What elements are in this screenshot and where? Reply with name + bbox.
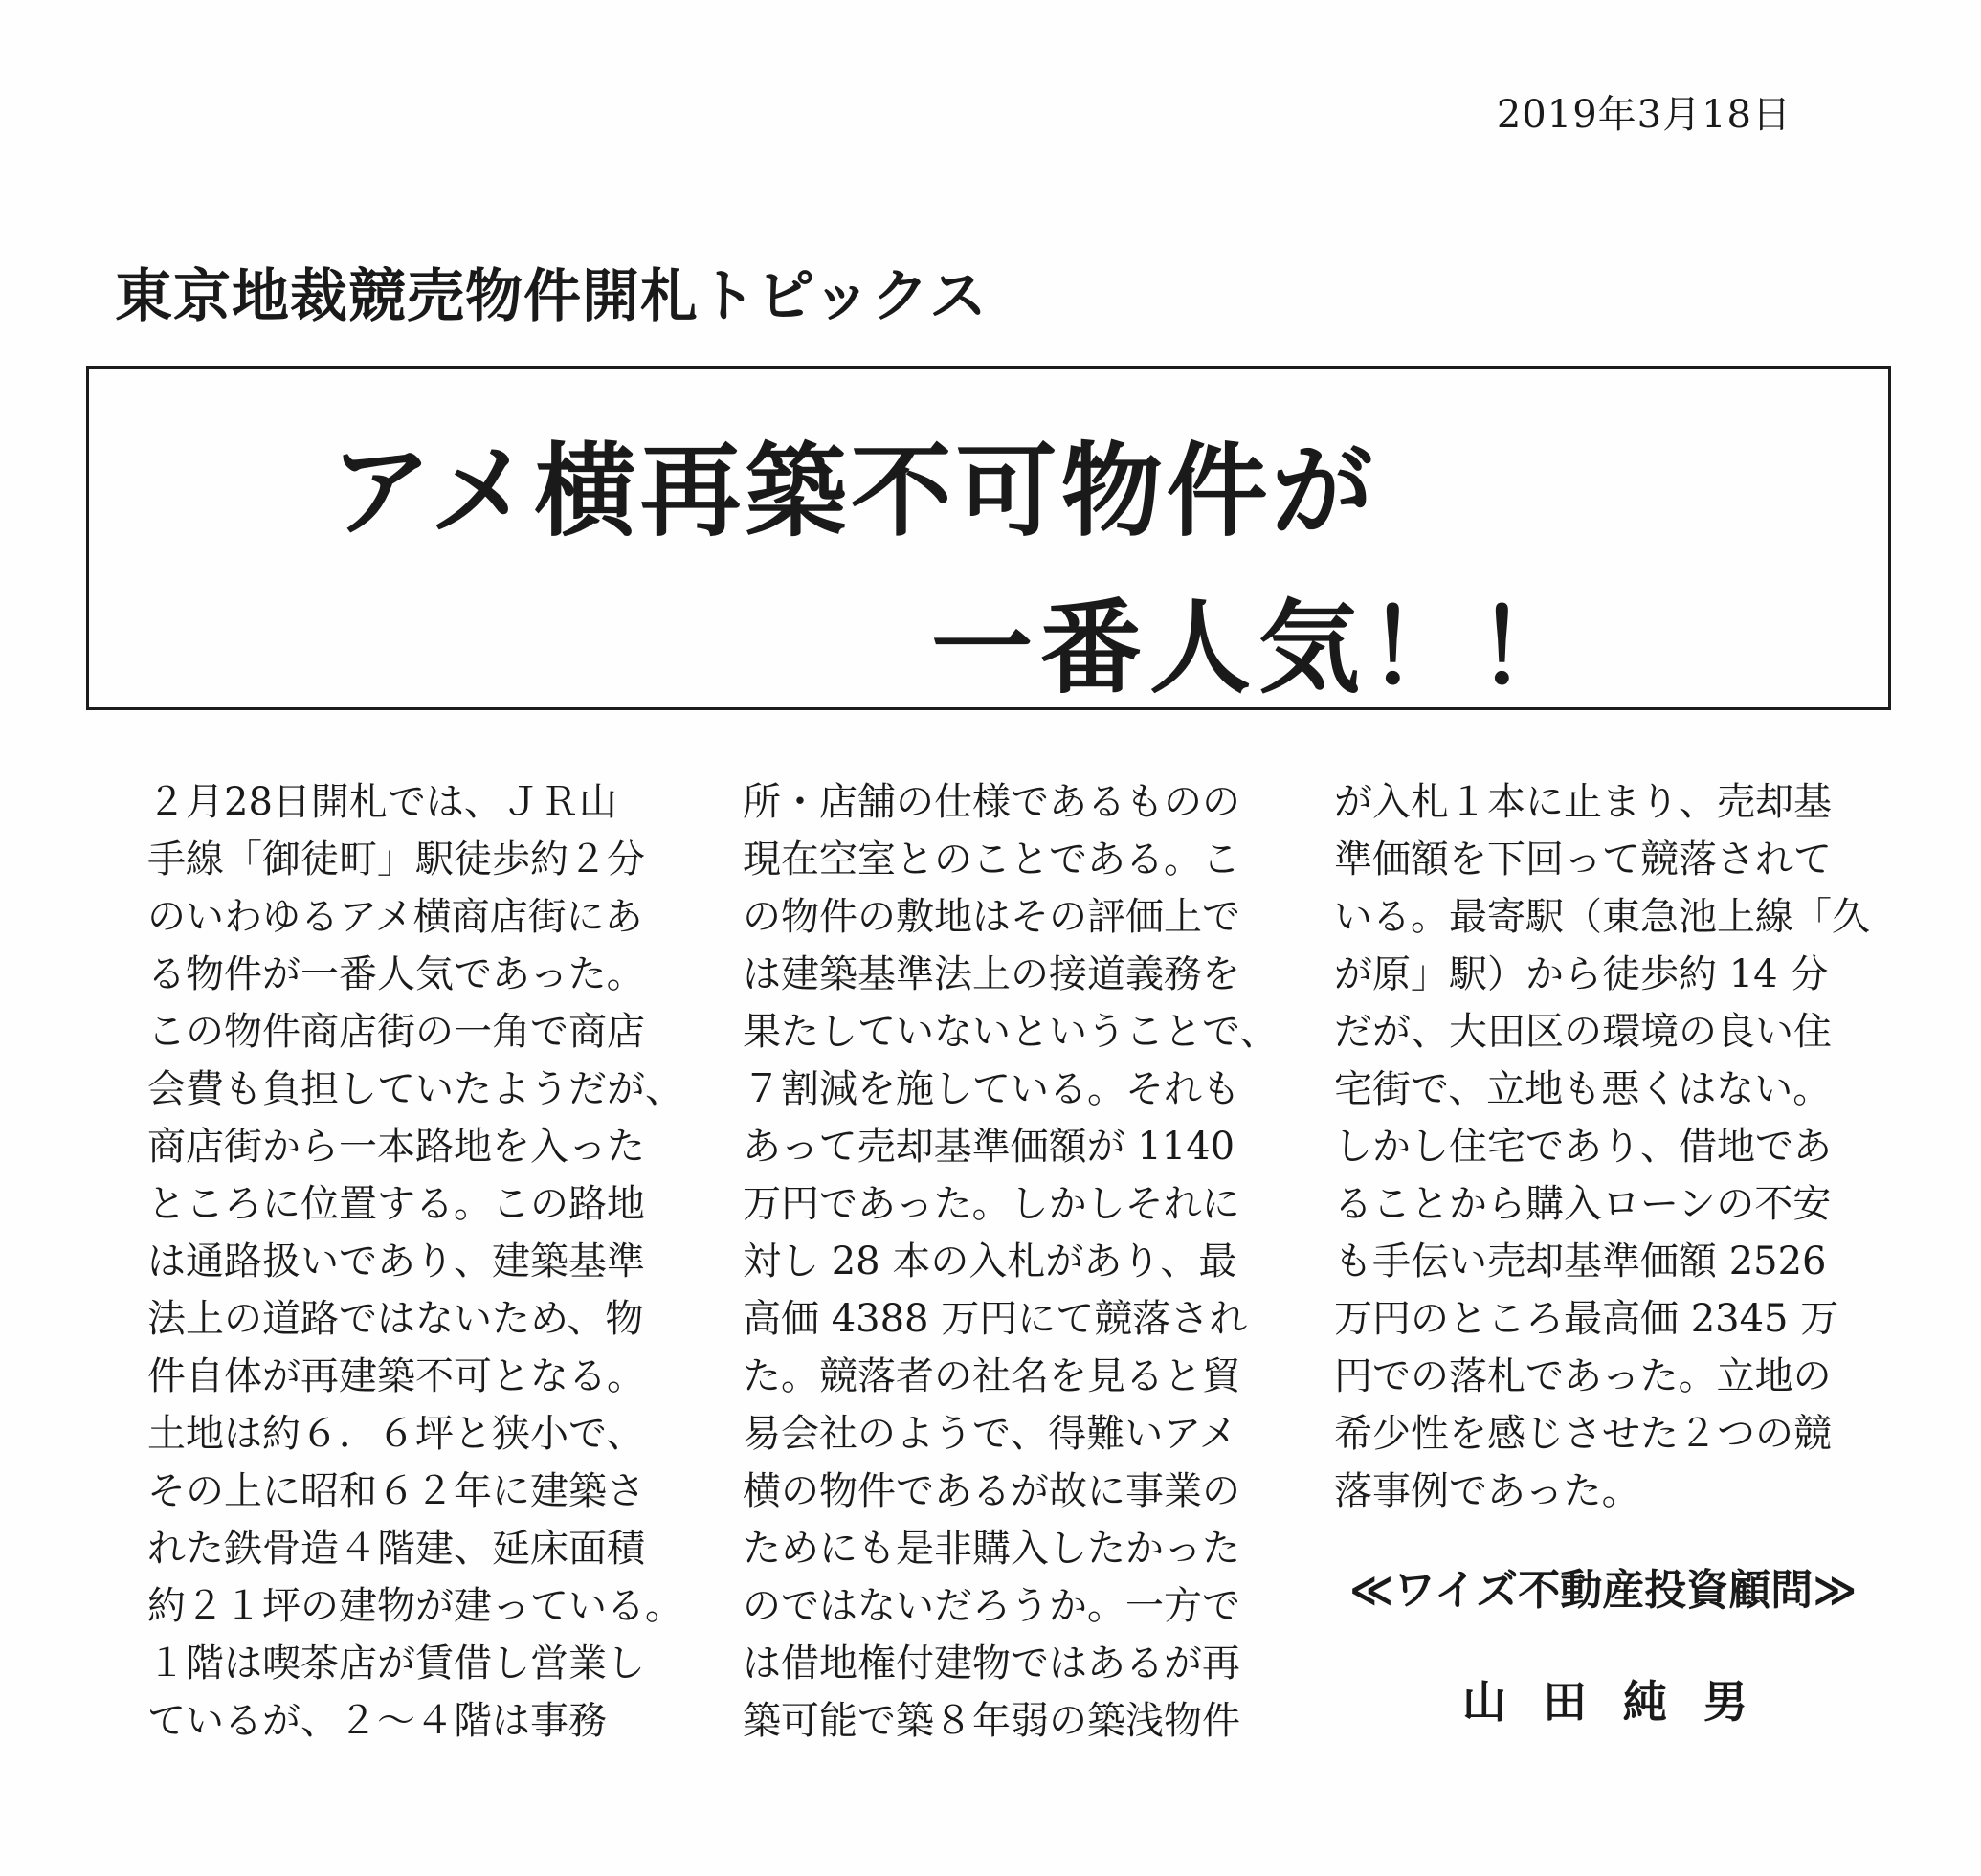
article-line: 会費も負担していたようだが、 — [147, 1067, 683, 1111]
article-line: 商店街から一本路地を入った — [147, 1125, 645, 1169]
article-line: ることから購入ローンの不安 — [1334, 1182, 1832, 1226]
article-line: １階は喫茶店が賃借し営業し — [147, 1642, 645, 1686]
article-line: 宅街で、立地も悪くはない。 — [1334, 1067, 1832, 1111]
article-line: が入札１本に止まり、売却基 — [1334, 780, 1832, 824]
article-line: ７割減を施している。それも — [743, 1067, 1240, 1111]
article-date: 2019年3月18日 — [1496, 93, 1792, 137]
article-line: 高価 4388 万円にて競落され — [743, 1297, 1248, 1341]
article-line: は借地権付建物ではあるが再 — [743, 1642, 1240, 1686]
article-line: 築可能で築８年弱の築浅物件 — [743, 1699, 1240, 1743]
article-column-2 — [743, 773, 1279, 1750]
article-line: のではないだろうか。一方で — [743, 1584, 1240, 1628]
article-line: いる。最寄駅（東急池上線「久 — [1334, 895, 1870, 939]
article-line: ２月28日開札では、ＪＲ山 — [147, 780, 617, 824]
article-line: のいわゆるアメ横商店街にあ — [147, 895, 643, 939]
article-line: 対し 28 本の入札があり、最 — [743, 1240, 1237, 1284]
article-line: 万円のところ最高価 2345 万 — [1334, 1297, 1839, 1341]
article-line: の物件の敷地はその評価上で — [743, 895, 1240, 939]
article-line: 円での落札であった。立地の — [1334, 1354, 1832, 1398]
article-line: 所・店舗の仕様であるものの — [743, 780, 1240, 824]
article-line: 横の物件であるが故に事業の — [743, 1469, 1240, 1513]
article-line: だが、大田区の環境の良い住 — [1334, 1010, 1832, 1054]
article-line: 土地は約６．６坪と狭小で、 — [147, 1412, 645, 1456]
article-line: 現在空室とのことである。こ — [743, 838, 1240, 882]
article-line: ているが、２～４階は事務 — [147, 1699, 607, 1743]
article-line: は通路扱いであり、建築基準 — [147, 1240, 645, 1284]
article-column-1 — [147, 773, 683, 1750]
article-line: る物件が一番人気であった。 — [147, 952, 645, 996]
article-line: ためにも是非購入したかった — [743, 1527, 1240, 1571]
article-line: 手線「御徒町」駅徒歩約２分 — [147, 838, 645, 882]
company-signature: ≪ワイズ不動産投資顧問≫ — [1349, 1566, 1858, 1615]
article-line: しかし住宅であり、借地であ — [1334, 1125, 1832, 1169]
article-line: 易会社のようで、得難いアメ — [743, 1412, 1237, 1456]
article-line: も手伝い売却基準価額 2526 — [1334, 1240, 1827, 1284]
article-line: は建築基準法上の接道義務を — [743, 952, 1240, 996]
section-title: 東京地裁競売物件開札トピックス — [115, 263, 988, 330]
article-line: 約２１坪の建物が建っている。 — [147, 1584, 683, 1628]
article-line: この物件商店街の一角で商店 — [147, 1010, 645, 1054]
article-line: 希少性を感じさせた２つの競 — [1334, 1412, 1832, 1456]
headline-box — [86, 366, 1891, 710]
article-column-3 — [1334, 773, 1870, 1520]
article-line: た。競落者の社名を見ると貿 — [743, 1354, 1240, 1398]
article-line: 準価額を下回って競落されて — [1334, 838, 1832, 882]
author-name: 山田純男 — [1462, 1676, 1784, 1728]
article-line: ところに位置する。この路地 — [147, 1182, 645, 1226]
article-line: その上に昭和６２年に建築さ — [147, 1469, 645, 1513]
article-line: 法上の道路ではないため、物 — [147, 1297, 644, 1341]
headline-line-1: アメ横再築不可物件が — [330, 433, 1377, 550]
article-line: 果たしていないということで、 — [743, 1010, 1279, 1054]
article-line: 落事例であった。 — [1334, 1469, 1640, 1513]
article-line: 件自体が再建築不可となる。 — [147, 1354, 645, 1398]
article-line: れた鉄骨造４階建、延床面積 — [147, 1527, 645, 1571]
article-line: が原」駅）から徒歩約 14 分 — [1334, 952, 1829, 996]
headline-line-2: 一番人気！！ — [931, 590, 1586, 707]
article-line: あって売却基準価額が 1140 — [743, 1125, 1235, 1169]
article-line: 万円であった。しかしそれに — [743, 1182, 1240, 1226]
